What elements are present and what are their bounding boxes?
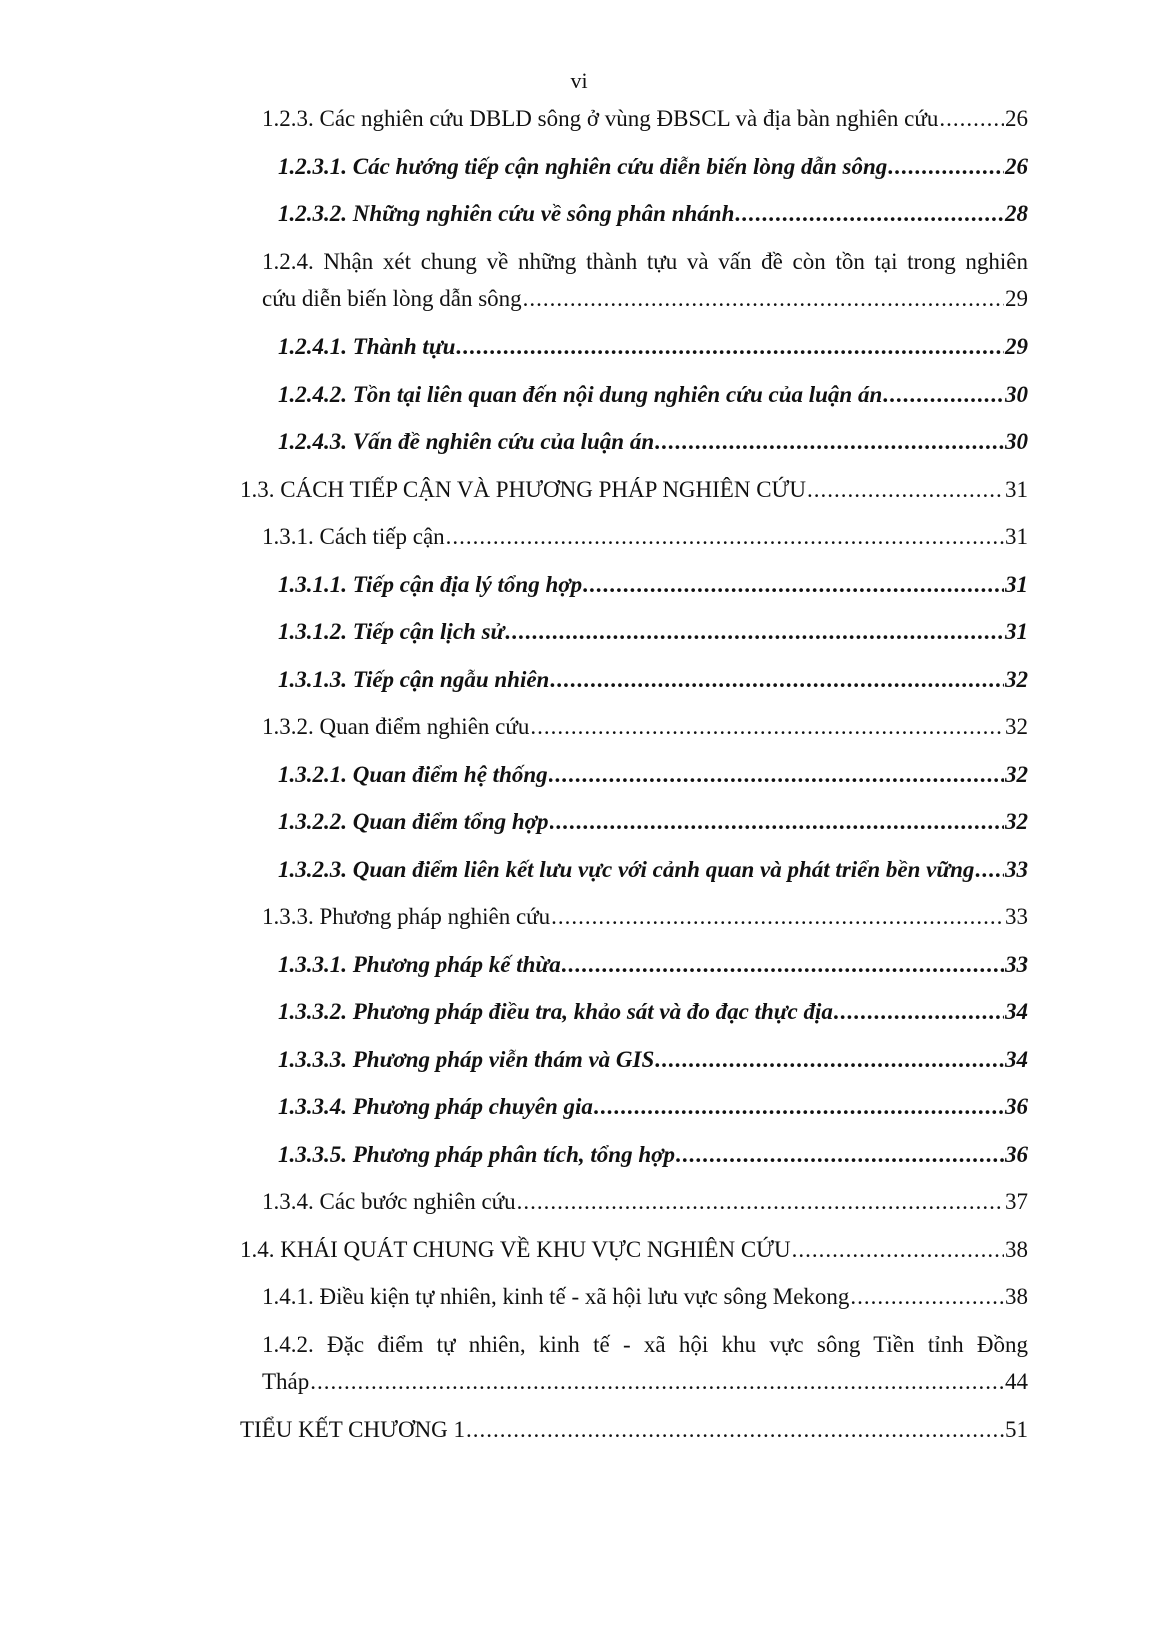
toc-entry-title: 1.3.1.1. Tiếp cận địa lý tổng hợp bbox=[278, 572, 583, 597]
toc-entry-page: 33 bbox=[1005, 952, 1028, 977]
toc-entry-title: 1.2.3.1. Các hướng tiếp cận nghiên cứu diễn biến lòng dẫn sông bbox=[278, 154, 888, 179]
toc-entry-1-3-3-4[interactable] bbox=[278, 1092, 1028, 1122]
toc-entry-1-3-2[interactable] bbox=[262, 712, 1028, 742]
toc-entry-title: 1.3.3.3. Phương pháp viễn thám và GIS bbox=[278, 1047, 655, 1072]
toc-entry-title: 1.3.4. Các bước nghiên cứu bbox=[262, 1189, 516, 1214]
toc-entry-page: 36 bbox=[1005, 1142, 1028, 1167]
toc-entry-title: 1.4.1. Điều kiện tự nhiên, kinh tế - xã hội lưu vực sông Mekong bbox=[262, 1284, 850, 1309]
toc-entry-title: 1.3.3.5. Phương pháp phân tích, tổng hợp bbox=[278, 1142, 675, 1167]
leader-dots bbox=[530, 712, 1004, 742]
toc-entry-1-3-3-2[interactable] bbox=[278, 997, 1028, 1027]
toc-entry-1-3-3-1[interactable] bbox=[278, 950, 1028, 980]
toc-entry-1-3-3-3[interactable] bbox=[278, 1045, 1028, 1075]
toc-entry-1-4-2-line1[interactable]: 1.4.2. Đặc điểm tự nhiên, kinh tế - xã hội khu vực sông Tiền tỉnh Đồng bbox=[262, 1332, 1028, 1357]
toc-entry-1-2-3-1[interactable] bbox=[278, 152, 1028, 182]
toc-entry-page: 38 bbox=[1005, 1284, 1028, 1309]
toc-entry-1-4-1[interactable] bbox=[262, 1282, 1028, 1312]
leader-dots bbox=[551, 902, 1004, 932]
leader-dots bbox=[550, 665, 1004, 695]
leader-dots bbox=[466, 1415, 1004, 1445]
toc-entry-1-3-1-3[interactable] bbox=[278, 665, 1028, 695]
toc-entry-page: 44 bbox=[1005, 1369, 1028, 1394]
toc-entry-1-3-3[interactable] bbox=[262, 902, 1028, 932]
leader-dots bbox=[562, 950, 1004, 980]
leader-dots bbox=[975, 855, 1004, 885]
toc-entry-1-2-4-1[interactable] bbox=[278, 332, 1028, 362]
toc-entry-page: 36 bbox=[1005, 1094, 1028, 1119]
leader-dots bbox=[655, 1045, 1004, 1075]
toc-entry-title: 1.3.3.4. Phương pháp chuyên gia bbox=[278, 1094, 593, 1119]
leader-dots bbox=[310, 1367, 1004, 1397]
toc-entry-title: 1.2.3.2. Những nghiên cứu về sông phân nhánh bbox=[278, 201, 735, 226]
toc-entry-page: 28 bbox=[1005, 201, 1028, 226]
toc-entry-page: 30 bbox=[1005, 382, 1028, 407]
toc-entry-title: 1.3.3.1. Phương pháp kế thừa bbox=[278, 952, 561, 977]
leader-dots bbox=[850, 1282, 1004, 1312]
toc-entry-1-3-3-5[interactable] bbox=[278, 1140, 1028, 1170]
toc-entry-title: 1.3.3. Phương pháp nghiên cứu bbox=[262, 904, 551, 929]
toc-entry-title: 1.2.4.3. Vấn đề nghiên cứu của luận án bbox=[278, 429, 655, 454]
toc-entry-title: 1.3.2.2. Quan điểm tổng hợp bbox=[278, 809, 549, 834]
toc-entry-title: TIỂU KẾT CHƯƠNG 1 bbox=[240, 1417, 466, 1442]
toc-entry-1-3-1-1[interactable] bbox=[278, 570, 1028, 600]
page-number: vi bbox=[570, 68, 588, 93]
toc-entry-title: 1.2.4.1. Thành tựu bbox=[278, 334, 456, 359]
toc-entry-1-2-4-3[interactable] bbox=[278, 427, 1028, 457]
toc-entry-page: 31 bbox=[1005, 619, 1028, 644]
toc-entry-1-2-3-2[interactable] bbox=[278, 199, 1028, 229]
leader-dots bbox=[883, 380, 1004, 410]
toc-entry-title: 1.3.2. Quan điểm nghiên cứu bbox=[262, 714, 530, 739]
toc-entry-1-3-2-1[interactable] bbox=[278, 760, 1028, 790]
toc-entry-page: 51 bbox=[1005, 1417, 1028, 1442]
toc-entry-page: 26 bbox=[1005, 106, 1028, 131]
toc-entry-page: 32 bbox=[1005, 762, 1028, 787]
toc-entry-page: 31 bbox=[1005, 572, 1028, 597]
toc-entry-page: 29 bbox=[1005, 286, 1028, 311]
leader-dots bbox=[676, 1140, 1004, 1170]
toc-entry-1-3-2-3[interactable] bbox=[278, 855, 1028, 885]
toc-entry-title: cứu diễn biến lòng dẫn sông bbox=[262, 286, 522, 311]
toc-entry-page: 31 bbox=[1005, 524, 1028, 549]
leader-dots bbox=[888, 152, 1004, 182]
toc-entry-1-2-3[interactable] bbox=[262, 104, 1028, 134]
toc-entry-1-3-1[interactable] bbox=[262, 522, 1028, 552]
toc-entry-page: 26 bbox=[1005, 154, 1028, 179]
leader-dots bbox=[523, 284, 1004, 314]
leader-dots bbox=[446, 522, 1004, 552]
leader-dots bbox=[792, 1235, 1004, 1265]
toc-entry-page: 31 bbox=[1005, 477, 1028, 502]
toc-entry-page: 33 bbox=[1005, 904, 1028, 929]
leader-dots bbox=[505, 617, 1004, 647]
toc-entry-1-3-1-2[interactable] bbox=[278, 617, 1028, 647]
toc-entry-page: 32 bbox=[1005, 667, 1028, 692]
toc-entry-page: 32 bbox=[1005, 809, 1028, 834]
toc-entry-title: 1.3.3.2. Phương pháp điều tra, khảo sát và đo đạc thực địa bbox=[278, 999, 833, 1024]
toc-entry-page: 38 bbox=[1005, 1237, 1028, 1262]
toc-entry-title: 1.3.1.2. Tiếp cận lịch sử bbox=[278, 619, 505, 644]
toc-entry-title: 1.3.2.3. Quan điểm liên kết lưu vực với cảnh quan và phát triển bền vững bbox=[278, 857, 975, 882]
toc-entry-1-2-4-line1[interactable]: 1.2.4. Nhận xét chung về những thành tựu và vấn đề còn tồn tại trong nghiên bbox=[262, 249, 1028, 274]
toc-entry-title: 1.2.3. Các nghiên cứu DBLD sông ở vùng ĐBSCL và địa bàn nghiên cứu bbox=[262, 106, 939, 131]
leader-dots bbox=[583, 570, 1004, 600]
toc-entry-1-2-4-2[interactable] bbox=[278, 380, 1028, 410]
toc-entry-1-2-4[interactable] bbox=[262, 284, 1028, 314]
leader-dots bbox=[550, 807, 1005, 837]
toc-entry-1-3[interactable] bbox=[240, 475, 1028, 505]
toc-entry-title: 1.2.4.2. Tồn tại liên quan đến nội dung nghiên cứu của luận án bbox=[278, 382, 883, 407]
toc-entry-page: 34 bbox=[1005, 999, 1028, 1024]
toc-entry-title: 1.3.1.3. Tiếp cận ngẫu nhiên bbox=[278, 667, 550, 692]
leader-dots bbox=[807, 475, 1004, 505]
toc-entry-title: 1.3. CÁCH TIẾP CẬN VÀ PHƯƠNG PHÁP NGHIÊN CỨU bbox=[240, 477, 807, 502]
leader-dots bbox=[655, 427, 1004, 457]
leader-dots bbox=[549, 760, 1004, 790]
leader-dots bbox=[834, 997, 1004, 1027]
toc-entry-1-4-2[interactable] bbox=[262, 1367, 1028, 1397]
toc-entry-page: 32 bbox=[1005, 714, 1028, 739]
toc-entry-tieu-ket[interactable] bbox=[240, 1415, 1028, 1445]
toc-entry-title: 1.3.1. Cách tiếp cận bbox=[262, 524, 445, 549]
leader-dots bbox=[939, 104, 1004, 134]
leader-dots bbox=[735, 199, 1004, 229]
toc-entry-page: 33 bbox=[1005, 857, 1028, 882]
toc-entry-page: 29 bbox=[1005, 334, 1028, 359]
toc-entry-title: Tháp bbox=[262, 1369, 310, 1394]
toc-entry-title: 1.3.2.1. Quan điểm hệ thống bbox=[278, 762, 548, 787]
toc-entry-page: 37 bbox=[1005, 1189, 1028, 1214]
toc-entry-page: 30 bbox=[1005, 429, 1028, 454]
toc-entry-1-3-2-2[interactable] bbox=[278, 807, 1028, 837]
leader-dots bbox=[594, 1092, 1004, 1122]
toc-entry-title: 1.4. KHÁI QUÁT CHUNG VỀ KHU VỰC NGHIÊN CỨU bbox=[240, 1237, 791, 1262]
leader-dots bbox=[456, 332, 1004, 362]
toc-entry-page: 34 bbox=[1005, 1047, 1028, 1072]
leader-dots bbox=[517, 1187, 1004, 1217]
toc-entry-1-4[interactable] bbox=[240, 1235, 1028, 1265]
toc-entry-1-3-4[interactable] bbox=[262, 1187, 1028, 1217]
